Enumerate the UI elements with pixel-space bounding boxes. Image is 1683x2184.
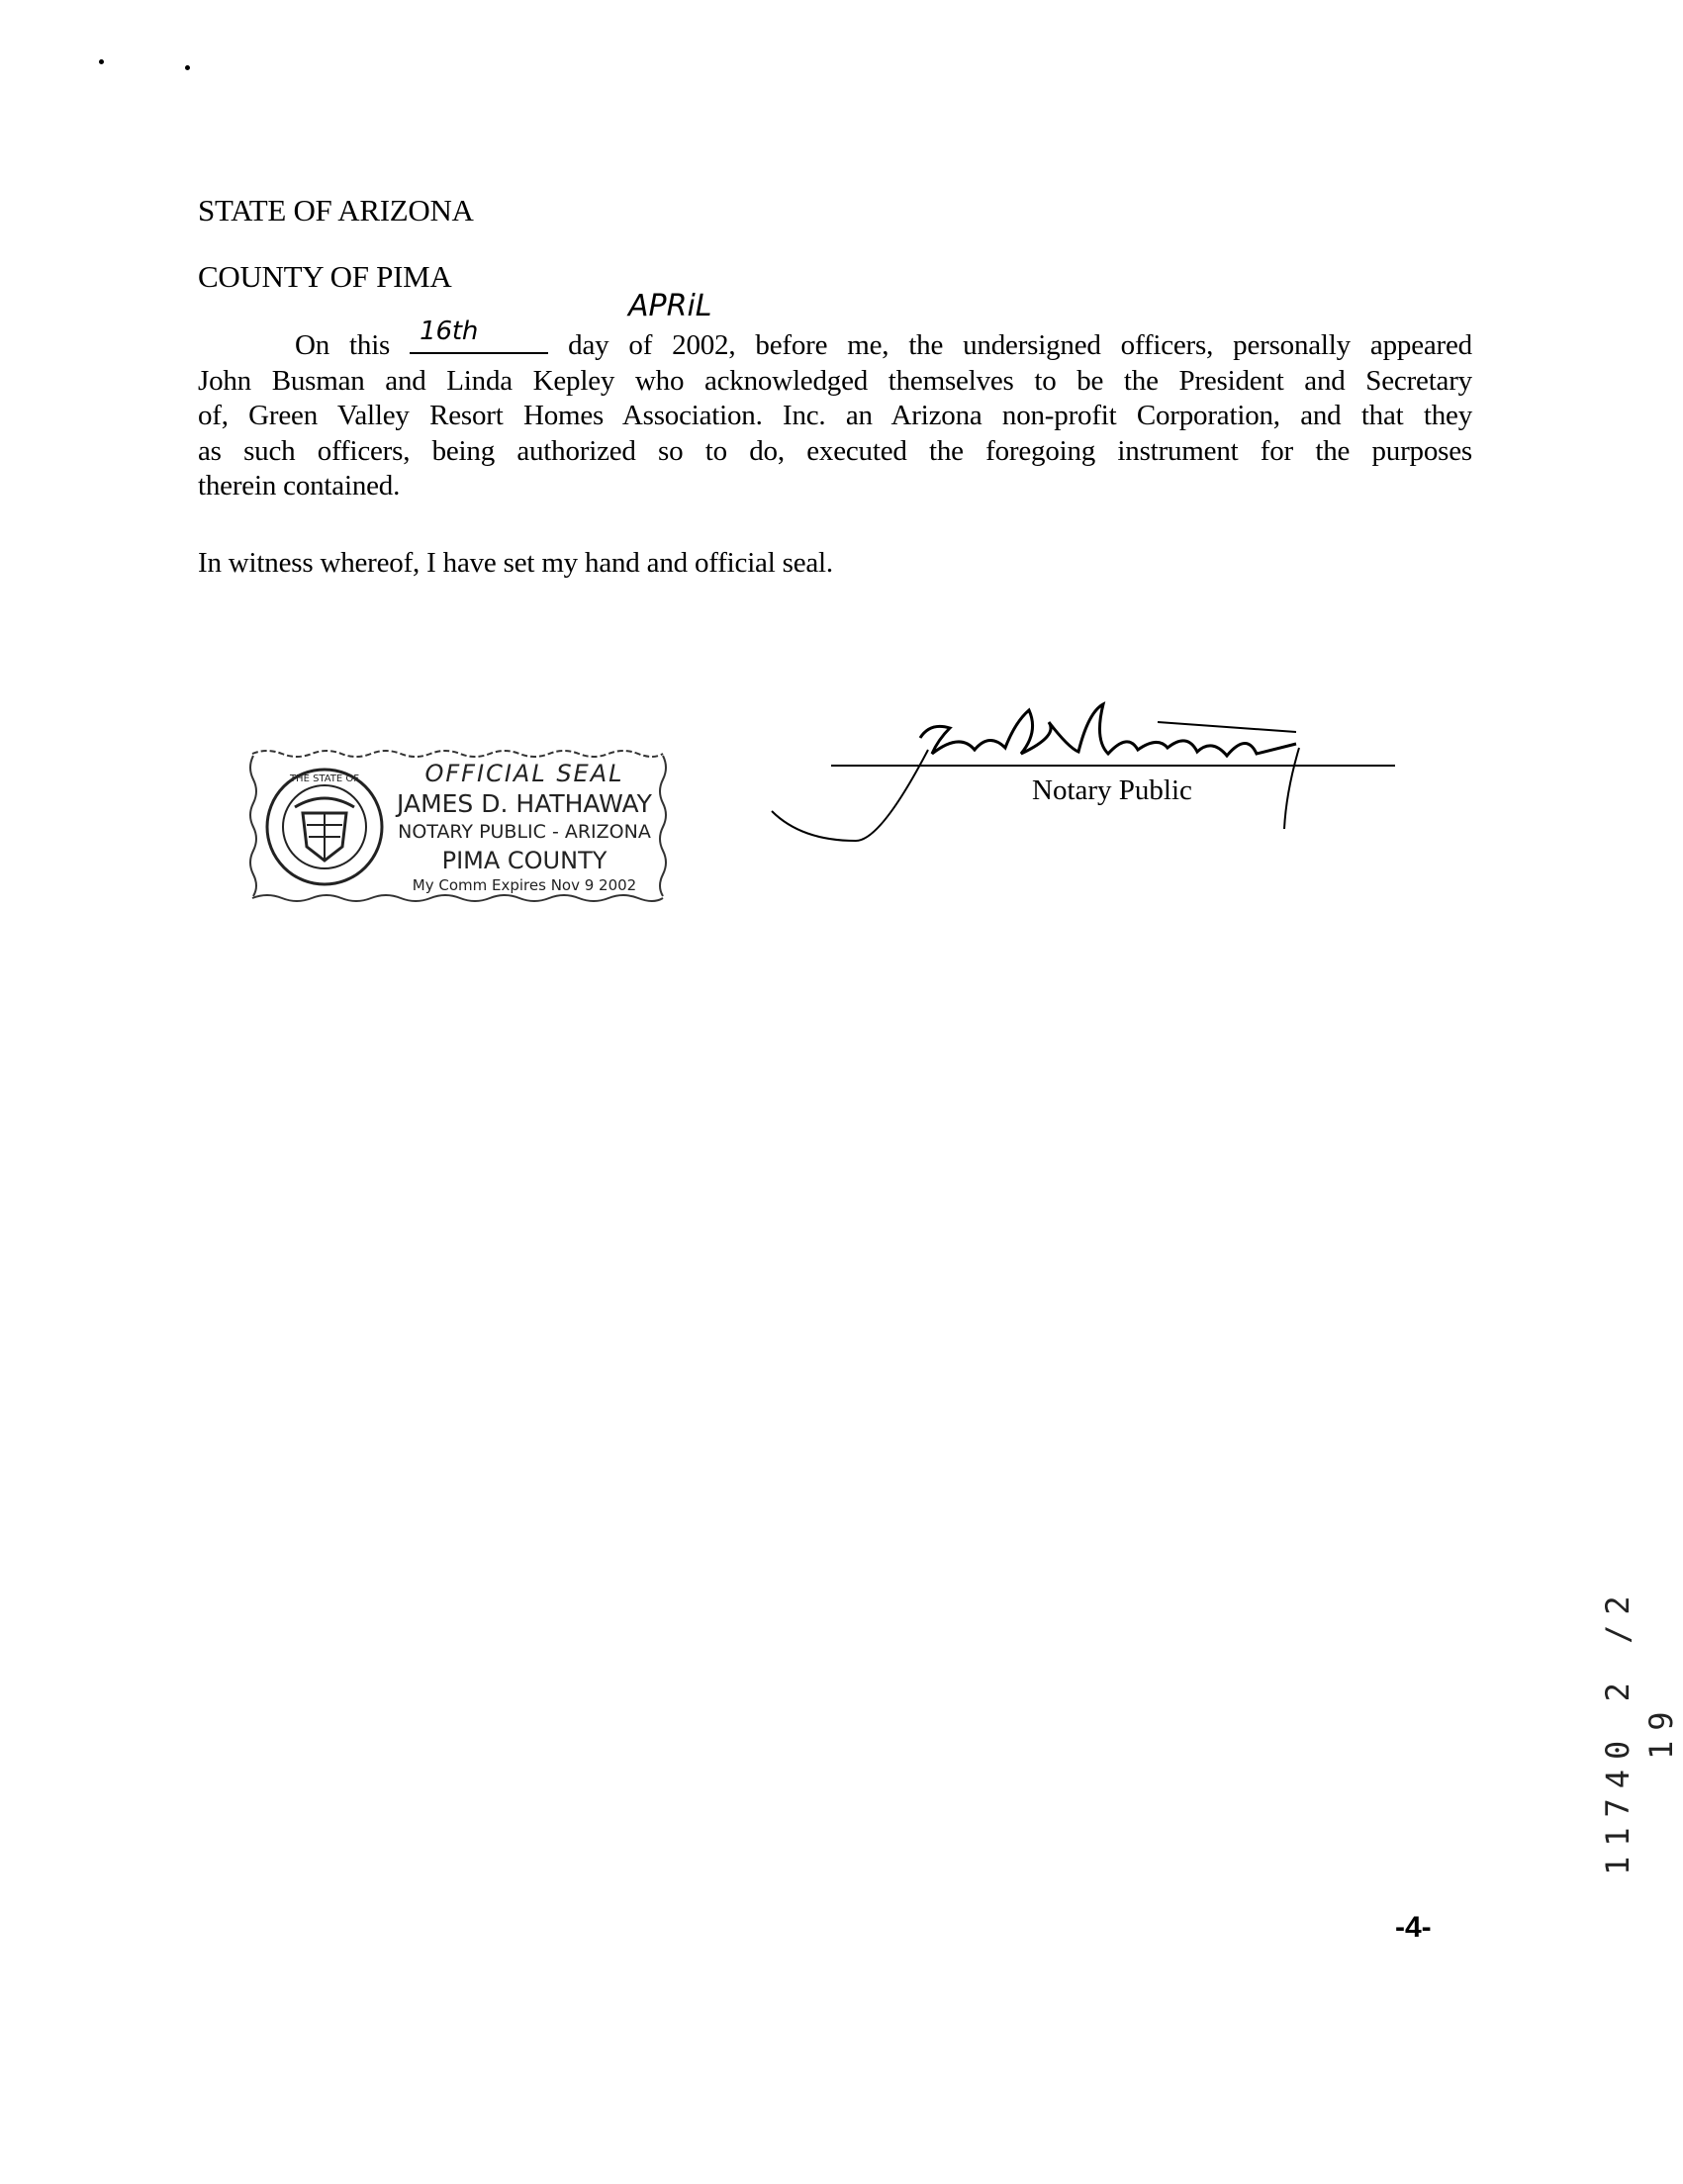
svg-text:THE STATE OF: THE STATE OF xyxy=(289,774,360,784)
seal-expiration: My Comm Expires Nov 9 2002 xyxy=(412,876,637,894)
ack-line-4: as such officers, being authorized so to do, executed the foregoing instrument for the purposes xyxy=(198,434,1472,467)
day-blank xyxy=(410,317,548,354)
seal-role: NOTARY PUBLIC - ARIZONA xyxy=(398,821,651,843)
state-heading: STATE OF ARIZONA xyxy=(198,193,474,228)
acknowledgment-paragraph xyxy=(198,317,1472,504)
notary-signature-icon xyxy=(762,692,1395,851)
ack-line-3: of, Green Valley Resort Homes Association. Inc. an Arizona non-profit Corporation, and that they xyxy=(198,400,1472,431)
seal-name: JAMES D. HATHAWAY xyxy=(397,789,652,818)
ack-line-2: John Busman and Linda Kepley who acknowledged themselves to be the President and Secretary xyxy=(198,364,1472,397)
recording-number xyxy=(1596,1563,1680,1899)
recording-number-text: 11740 2 /2 19 xyxy=(1599,1586,1680,1876)
ack-line-5: therein contained. xyxy=(198,470,401,501)
notary-public-label: Notary Public xyxy=(1032,774,1192,806)
ack-line-1-end: day of 2002, before me, the undersigned officers, personally appeared xyxy=(568,329,1472,361)
ack-line-1 xyxy=(198,317,1472,364)
page-number: -4- xyxy=(1395,1911,1432,1944)
witness-statement: In witness whereof, I have set my hand and official seal. xyxy=(198,547,833,579)
handwritten-day: 16th xyxy=(420,317,479,346)
seal-county: PIMA COUNTY xyxy=(441,847,608,874)
ack-line-1-start: On this xyxy=(295,329,391,361)
county-heading: COUNTY OF PIMA xyxy=(198,259,452,294)
handwritten-month: APRiL xyxy=(628,289,712,323)
seal-title: OFFICIAL SEAL xyxy=(424,760,624,787)
scan-mark xyxy=(99,59,104,64)
official-seal-stamp xyxy=(247,744,671,906)
scan-mark xyxy=(185,65,190,70)
